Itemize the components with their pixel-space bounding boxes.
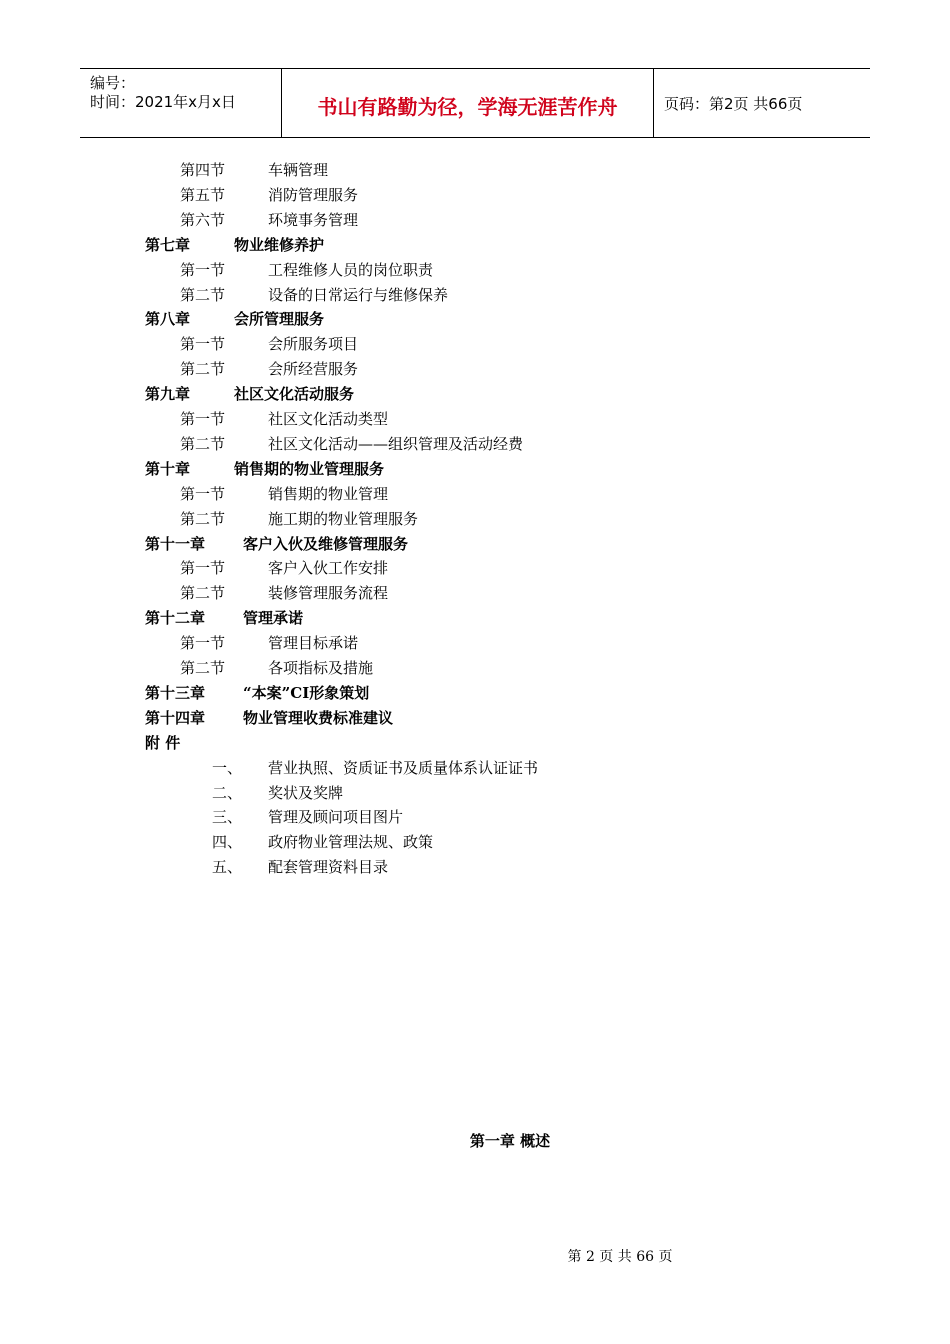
toc-entry-title: 各项指标及措施 (268, 659, 374, 677)
toc-entry-title: 奖状及奖牌 (268, 784, 344, 802)
toc-entry-title: 装修管理服务流程 (268, 584, 389, 602)
toc-entry-number: 第二节 (180, 510, 226, 528)
toc-section-row (212, 805, 404, 829)
toc-section-row (180, 407, 389, 431)
toc-entry-title: 车辆管理 (268, 161, 329, 179)
page-footer: 第 2 页 共 66 页 (567, 1249, 673, 1265)
toc-entry-number: 第九章 (145, 385, 191, 403)
toc-entry-number: 第十四章 (145, 709, 206, 727)
toc-chapter-row (145, 681, 370, 705)
toc-entry-title: 消防管理服务 (268, 186, 359, 204)
toc-entry-title: 客户入伙及维修管理服务 (243, 535, 409, 553)
toc-section-row (180, 357, 359, 381)
toc-section-row (212, 781, 344, 805)
toc-section-row (180, 283, 449, 307)
toc-entry-number: 第四节 (180, 161, 226, 179)
toc-section-row (212, 830, 434, 854)
toc-entry-title: 管理承诺 (243, 609, 304, 627)
toc-entry-title: 会所服务项目 (268, 335, 359, 353)
toc-chapter-row (145, 706, 394, 730)
toc-entry-title: 销售期的物业管理服务 (234, 460, 385, 478)
toc-entry-number: 第十一章 (145, 535, 206, 553)
toc-entry-title: 环境事务管理 (268, 211, 359, 229)
header-motto-cell (282, 69, 654, 137)
toc-entry-title: 配套管理资料目录 (268, 858, 389, 876)
toc-entry-number: 第一节 (180, 559, 226, 577)
toc-entry-number: 第十章 (145, 460, 191, 478)
toc-chapter-row (145, 307, 325, 331)
toc-entry-number: 第二节 (180, 659, 226, 677)
chapter-title: 第一章 概述 (469, 1132, 551, 1150)
toc-entry-title: 管理目标承诺 (268, 634, 359, 652)
toc-section-row (212, 855, 389, 879)
toc-section-row (180, 158, 329, 182)
toc-entry-number: 第一节 (180, 261, 226, 279)
toc-chapter-row (145, 606, 304, 630)
toc-entry-title: 施工期的物业管理服务 (268, 510, 419, 528)
toc-entry-title: 会所管理服务 (234, 310, 325, 328)
toc-section-row (180, 507, 419, 531)
toc-entry-number: 第二节 (180, 286, 226, 304)
toc-chapter-row (145, 532, 409, 556)
toc-entry-number: 一、 (212, 759, 243, 777)
toc-section-row (180, 183, 359, 207)
toc-entry-title: 工程维修人员的岗位职责 (268, 261, 434, 279)
document-date-label: 时间：2021年x月x日 (90, 93, 236, 111)
toc-entry-number: 第一节 (180, 634, 226, 652)
toc-entry-number: 第二节 (180, 360, 226, 378)
toc-section-row (212, 756, 539, 780)
document-number-label: 编号： (90, 74, 136, 92)
toc-entry-number: 第一节 (180, 335, 226, 353)
toc-entry-title: 销售期的物业管理 (268, 485, 389, 503)
toc-entry-number: 第七章 (145, 236, 191, 254)
toc-entry-number: 第六节 (180, 211, 226, 229)
toc-entry-number: 第八章 (145, 310, 191, 328)
toc-entry-title: 物业维修养护 (234, 236, 325, 254)
header-page-cell (654, 69, 870, 137)
toc-entry-number: 第二节 (180, 435, 226, 453)
toc-entry-number: 第一节 (180, 485, 226, 503)
header-info-cell (80, 69, 282, 137)
toc-chapter-row (145, 731, 180, 755)
toc-entry-title: 社区文化活动服务 (234, 385, 355, 403)
toc-entry-number: 附 件 (145, 734, 181, 752)
toc-entry-title: 营业执照、资质证书及质量体系认证证书 (268, 759, 539, 777)
toc-entry-number: 第二节 (180, 584, 226, 602)
toc-entry-title: 社区文化活动类型 (268, 410, 389, 428)
toc-section-row (180, 581, 389, 605)
toc-section-row (180, 332, 359, 356)
header-page-number: 页码：第2页 共66页 (664, 95, 803, 113)
toc-section-row (180, 258, 434, 282)
toc-entry-title: 设备的日常运行与维修保养 (268, 286, 449, 304)
toc-entry-title: 管理及顾问项目图片 (268, 808, 404, 826)
toc-entry-number: 第一节 (180, 410, 226, 428)
toc-section-row (180, 556, 389, 580)
toc-entry-title: “本案”CI形象策划 (243, 684, 370, 702)
toc-entry-number: 三、 (212, 808, 243, 826)
header-motto: 书山有路勤为径，学海无涯苦作舟 (317, 95, 618, 119)
toc-entry-number: 四、 (212, 833, 243, 851)
toc-section-row (180, 656, 374, 680)
toc-entry-number: 第十三章 (145, 684, 206, 702)
toc-section-row (180, 432, 524, 456)
toc-section-row (180, 482, 389, 506)
toc-chapter-row (145, 233, 325, 257)
toc-entry-title: 会所经营服务 (268, 360, 359, 378)
page-header (80, 68, 870, 138)
toc-entry-number: 第十二章 (145, 609, 206, 627)
toc-entry-title: 客户入伙工作安排 (268, 559, 389, 577)
toc-entry-title: 物业管理收费标准建议 (243, 709, 394, 727)
toc-section-row (180, 208, 359, 232)
toc-section-row (180, 631, 359, 655)
toc-entry-title: 政府物业管理法规、政策 (268, 833, 434, 851)
toc-entry-number: 二、 (212, 784, 243, 802)
toc-entry-title: 社区文化活动——组织管理及活动经费 (268, 435, 524, 453)
toc-entry-number: 五、 (212, 858, 243, 876)
toc-chapter-row (145, 457, 385, 481)
toc-chapter-row (145, 382, 355, 406)
toc-entry-number: 第五节 (180, 186, 226, 204)
